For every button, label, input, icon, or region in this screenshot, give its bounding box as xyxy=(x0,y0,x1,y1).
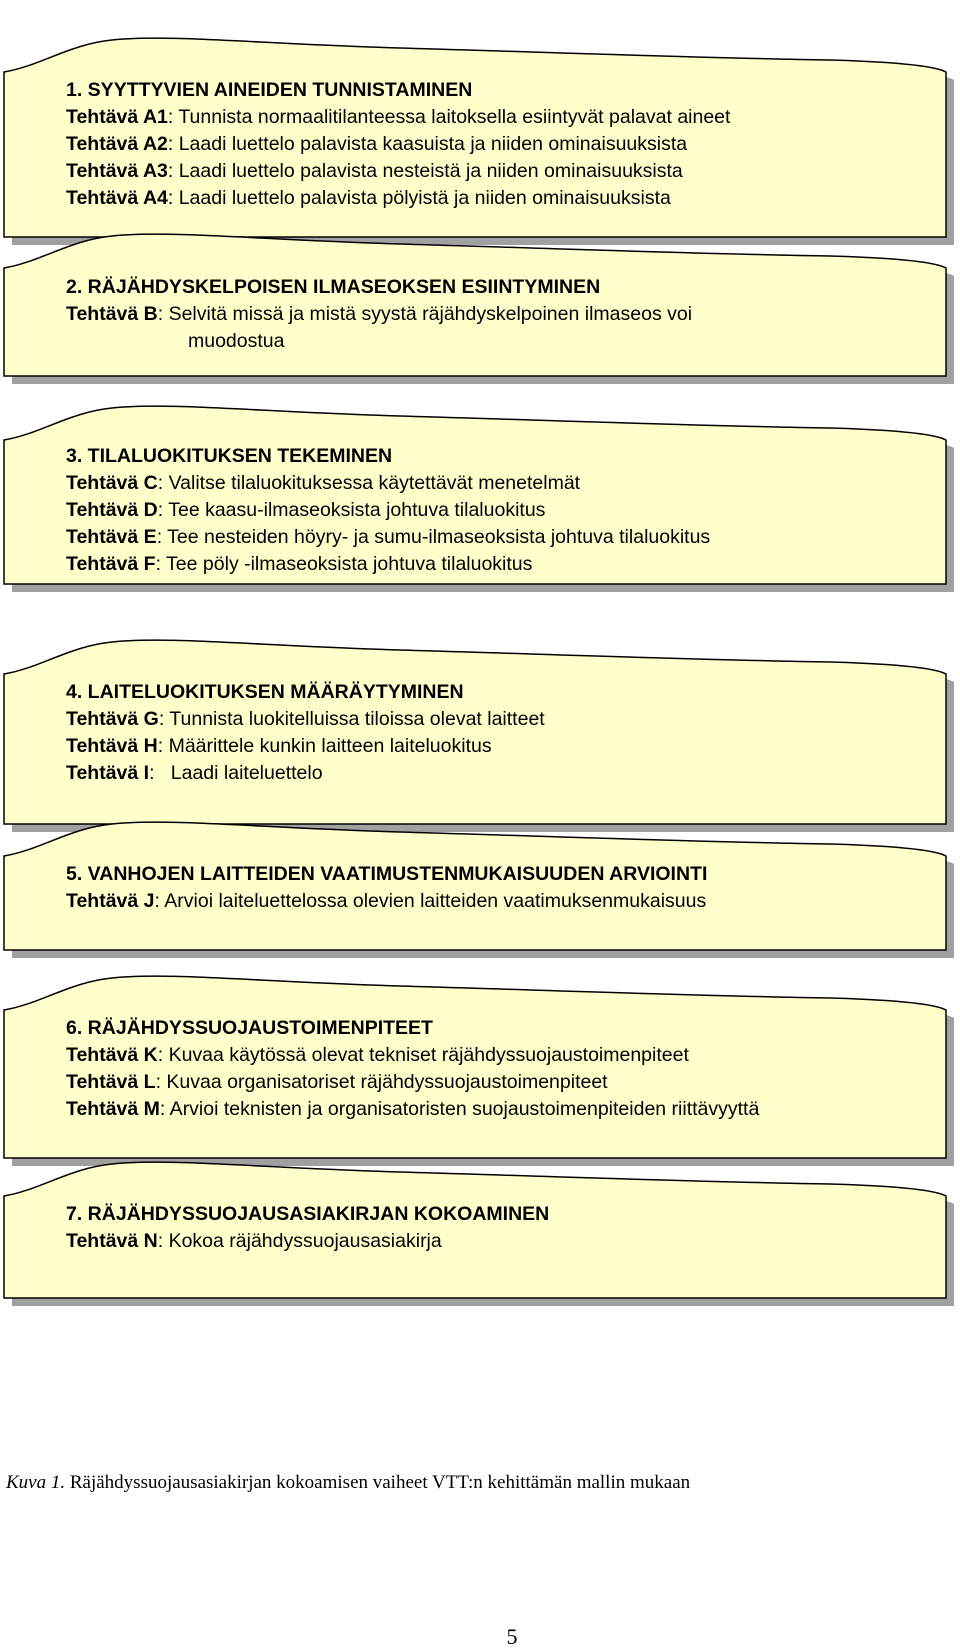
task-row xyxy=(66,1042,759,1069)
step-box-7 xyxy=(0,1170,960,1312)
figure-caption-text: Räjähdyssuojausasiakirjan kokoamisen vaiheet VTT:n kehittämän mallin mukaan xyxy=(65,1472,691,1493)
task-row xyxy=(66,104,730,131)
task-text: : Valitse tilaluokituksessa käytettävät menetelmät xyxy=(157,472,581,494)
step-content xyxy=(66,1015,759,1123)
step-heading: 6. RÄJÄHDYSSUOJAUSTOIMENPITEET xyxy=(66,1017,433,1039)
task-code: Tehtävä I xyxy=(66,762,150,784)
step-content xyxy=(66,443,710,578)
step-heading: 1. SYYTTYVIEN AINEIDEN TUNNISTAMINEN xyxy=(66,79,473,101)
task-code: Tehtävä B xyxy=(66,303,158,325)
task-code: Tehtävä J xyxy=(66,890,155,912)
task-code: Tehtävä L xyxy=(66,1071,156,1093)
task-text: : Kuvaa käytössä olevat tekniset räjähdyssuojaustoimenpiteet xyxy=(157,1044,689,1066)
step-heading: 4. LAITELUOKITUKSEN MÄÄRÄYTYMINEN xyxy=(66,681,464,703)
task-code: Tehtävä E xyxy=(66,526,157,548)
step-box-2 xyxy=(0,234,960,390)
task-code: Tehtävä N xyxy=(66,1230,158,1252)
task-row xyxy=(66,524,710,551)
step-heading: 5. VANHOJEN LAITTEIDEN VAATIMUSTENMUKAISUUDEN ARVIOINTI xyxy=(66,863,708,885)
task-row xyxy=(66,470,710,497)
task-row xyxy=(66,158,730,185)
task-text: : Tee nesteiden höyry- ja sumu-ilmaseoksista johtuva tilaluokitus xyxy=(156,526,711,548)
task-row xyxy=(66,497,710,524)
figure-label: Kuva 1. xyxy=(6,1472,66,1493)
task-code: Tehtävä K xyxy=(66,1044,158,1066)
task-text: : Laadi laiteluettelo xyxy=(149,762,323,784)
task-text: : Laadi luettelo palavista pölyistä ja niiden ominaisuuksista xyxy=(167,187,671,209)
task-row xyxy=(66,301,692,355)
task-row xyxy=(66,888,707,915)
task-row xyxy=(66,760,545,787)
task-code: Tehtävä G xyxy=(66,708,159,730)
task-code: Tehtävä D xyxy=(66,499,158,521)
step-heading: 3. TILALUOKITUKSEN TEKEMINEN xyxy=(66,445,393,467)
step-box-6 xyxy=(0,982,960,1172)
task-text: : Tee pöly -ilmaseoksista johtuva tilaluokitus xyxy=(155,553,533,575)
task-text: : Tunnista normaalitilanteessa laitoksella esiintyvät palavat aineet xyxy=(167,106,731,128)
task-row xyxy=(66,185,730,212)
step-box-5 xyxy=(0,832,960,964)
task-text: : Kuvaa organisatoriset räjähdyssuojaustoimenpiteet xyxy=(155,1071,608,1093)
task-text-continuation: muodostua xyxy=(188,330,285,352)
task-text: : Tee kaasu-ilmaseoksista johtuva tilaluokitus xyxy=(157,499,546,521)
task-row xyxy=(66,1069,759,1096)
step-content xyxy=(66,274,692,355)
task-code: Tehtävä A2 xyxy=(66,133,168,155)
step-box-4 xyxy=(0,640,960,838)
task-text: : Arvioi laiteluettelossa olevien laitteiden vaatimuksenmukaisuus xyxy=(154,890,707,912)
task-code: Tehtävä F xyxy=(66,553,156,575)
step-content xyxy=(66,861,707,915)
step-content xyxy=(66,1201,549,1255)
task-text: : Selvitä missä ja mistä syystä räjähdyskelpoinen ilmaseos voi xyxy=(157,303,693,325)
task-code: Tehtävä H xyxy=(66,735,158,757)
task-row xyxy=(66,131,730,158)
task-code: Tehtävä A1 xyxy=(66,106,168,128)
task-row xyxy=(66,706,545,733)
task-text: : Kokoa räjähdyssuojausasiakirja xyxy=(157,1230,442,1252)
task-text: : Arvioi teknisten ja organisatoristen suojaustoimenpiteiden riittävyyttä xyxy=(159,1098,760,1120)
step-heading: 2. RÄJÄHDYSKELPOISEN ILMASEOKSEN ESIINTYMINEN xyxy=(66,276,601,298)
page-number: 5 xyxy=(506,1624,518,1649)
task-text: : Tunnista luokitelluissa tiloissa olevat laitteet xyxy=(158,708,545,730)
task-code: Tehtävä C xyxy=(66,472,158,494)
figure-caption xyxy=(6,1472,690,1494)
task-code: Tehtävä A4 xyxy=(66,187,168,209)
task-row xyxy=(66,551,710,578)
step-content xyxy=(66,77,730,212)
task-row xyxy=(66,1228,549,1255)
step-content xyxy=(66,679,545,787)
step-heading: 7. RÄJÄHDYSSUOJAUSASIAKIRJAN KOKOAMINEN xyxy=(66,1203,550,1225)
task-text: : Laadi luettelo palavista nesteistä ja niiden ominaisuuksista xyxy=(167,160,683,182)
step-box-1 xyxy=(0,28,960,251)
task-code: Tehtävä M xyxy=(66,1098,160,1120)
task-row xyxy=(66,1096,759,1123)
task-text: : Laadi luettelo palavista kaasuista ja niiden ominaisuuksista xyxy=(167,133,688,155)
task-code: Tehtävä A3 xyxy=(66,160,168,182)
task-text: : Määrittele kunkin laitteen laiteluokitus xyxy=(157,735,492,757)
task-row xyxy=(66,733,545,760)
step-box-3 xyxy=(0,404,960,598)
